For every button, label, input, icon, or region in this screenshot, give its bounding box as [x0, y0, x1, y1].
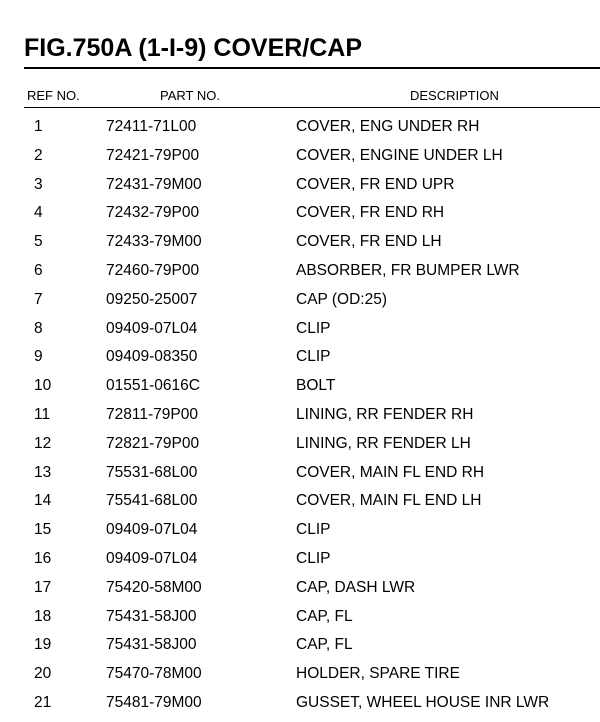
table-row	[0, 314, 600, 343]
ref-number: 21	[34, 693, 52, 711]
part-description: COVER, ENGINE UNDER LH	[296, 146, 503, 164]
table-row	[0, 630, 600, 659]
part-number: 09409-07L04	[106, 549, 198, 567]
part-number: 72411-71L00	[106, 118, 197, 135]
table-row	[0, 256, 600, 285]
ref-number: 14	[34, 492, 52, 510]
table-row	[0, 371, 600, 400]
table-row	[0, 285, 600, 314]
column-header-part-no: PART NO.	[160, 88, 220, 103]
column-header-ref-no: REF NO.	[27, 88, 80, 103]
table-row	[0, 198, 600, 227]
ref-number: 10	[34, 377, 52, 395]
part-number: 72421-79P00	[106, 146, 200, 164]
part-description: COVER, FR END RH	[296, 204, 445, 222]
part-description: CLIP	[296, 521, 331, 539]
part-number: 75541-68L00	[106, 492, 198, 510]
table-row	[0, 342, 600, 371]
table-row	[0, 688, 600, 717]
part-number: 09409-07L04	[106, 319, 198, 337]
table-row	[0, 486, 600, 515]
ref-number: 18	[34, 607, 52, 625]
part-description: LINING, RR FENDER LH	[296, 434, 471, 452]
part-description: ABSORBER, FR BUMPER LWR	[296, 261, 520, 279]
ref-number: 20	[34, 665, 52, 683]
column-header-description: DESCRIPTION	[410, 88, 499, 103]
part-number: 75431-58J00	[106, 636, 197, 654]
part-description: COVER, ENG UNDER RH	[296, 118, 480, 135]
ref-number: 11	[34, 405, 51, 423]
part-description: LINING, RR FENDER RH	[296, 405, 474, 423]
part-number: 72433-79M00	[106, 233, 202, 251]
header-divider	[24, 107, 600, 108]
part-number: 75420-58M00	[106, 578, 202, 596]
part-description: BOLT	[296, 377, 336, 395]
part-description: COVER, FR END UPR	[296, 175, 455, 193]
table-row	[0, 515, 600, 544]
ref-number: 6	[34, 261, 43, 279]
ref-number: 9	[34, 348, 43, 366]
ref-number: 4	[34, 204, 43, 222]
page-title: FIG.750A (1-I-9) COVER/CAP	[24, 34, 363, 62]
parts-table	[0, 112, 600, 717]
part-number: 72811-79P00	[106, 405, 198, 423]
part-description: CLIP	[296, 319, 331, 337]
part-description: COVER, MAIN FL END LH	[296, 492, 482, 510]
table-row	[0, 170, 600, 199]
part-number: 01551-0616C	[106, 377, 200, 395]
part-number: 75481-79M00	[106, 693, 202, 711]
table-row	[0, 544, 600, 573]
part-description: CAP, DASH LWR	[296, 578, 416, 596]
ref-number: 19	[34, 636, 52, 654]
part-description: COVER, FR END LH	[296, 233, 442, 251]
part-number: 72432-79P00	[106, 204, 200, 222]
ref-number: 17	[34, 578, 52, 596]
part-description: CAP (OD:25)	[296, 290, 388, 308]
part-description: GUSSET, WHEEL HOUSE INR LWR	[296, 693, 550, 711]
table-row	[0, 112, 600, 141]
table-row	[0, 659, 600, 688]
part-description: COVER, MAIN FL END RH	[296, 463, 485, 481]
part-description: CLIP	[296, 549, 331, 567]
table-row	[0, 141, 600, 170]
table-row	[0, 429, 600, 458]
part-description: CAP, FL	[296, 607, 353, 625]
ref-number: 7	[34, 290, 43, 308]
table-row	[0, 227, 600, 256]
part-number: 75470-78M00	[106, 665, 202, 683]
table-row	[0, 458, 600, 487]
table-row	[0, 400, 600, 429]
part-number: 72431-79M00	[106, 175, 202, 193]
part-number: 72821-79P00	[106, 434, 200, 452]
ref-number: 16	[34, 549, 52, 567]
ref-number: 5	[34, 233, 43, 251]
part-description: CAP, FL	[296, 636, 353, 654]
part-description: HOLDER, SPARE TIRE	[296, 665, 460, 683]
table-row	[0, 602, 600, 631]
ref-number: 2	[34, 146, 43, 164]
part-number: 75531-68L00	[106, 463, 198, 481]
ref-number: 3	[34, 175, 43, 193]
part-number: 09409-07L04	[106, 521, 198, 539]
part-number: 09409-08350	[106, 348, 198, 366]
ref-number: 15	[34, 521, 52, 539]
ref-number: 13	[34, 463, 52, 481]
title-divider	[24, 67, 600, 69]
part-number: 72460-79P00	[106, 261, 200, 279]
ref-number: 12	[34, 434, 52, 452]
part-number: 75431-58J00	[106, 607, 197, 625]
part-number: 09250-25007	[106, 290, 198, 308]
part-description: CLIP	[296, 348, 331, 366]
table-row	[0, 573, 600, 602]
ref-number: 1	[34, 118, 43, 135]
ref-number: 8	[34, 319, 43, 337]
